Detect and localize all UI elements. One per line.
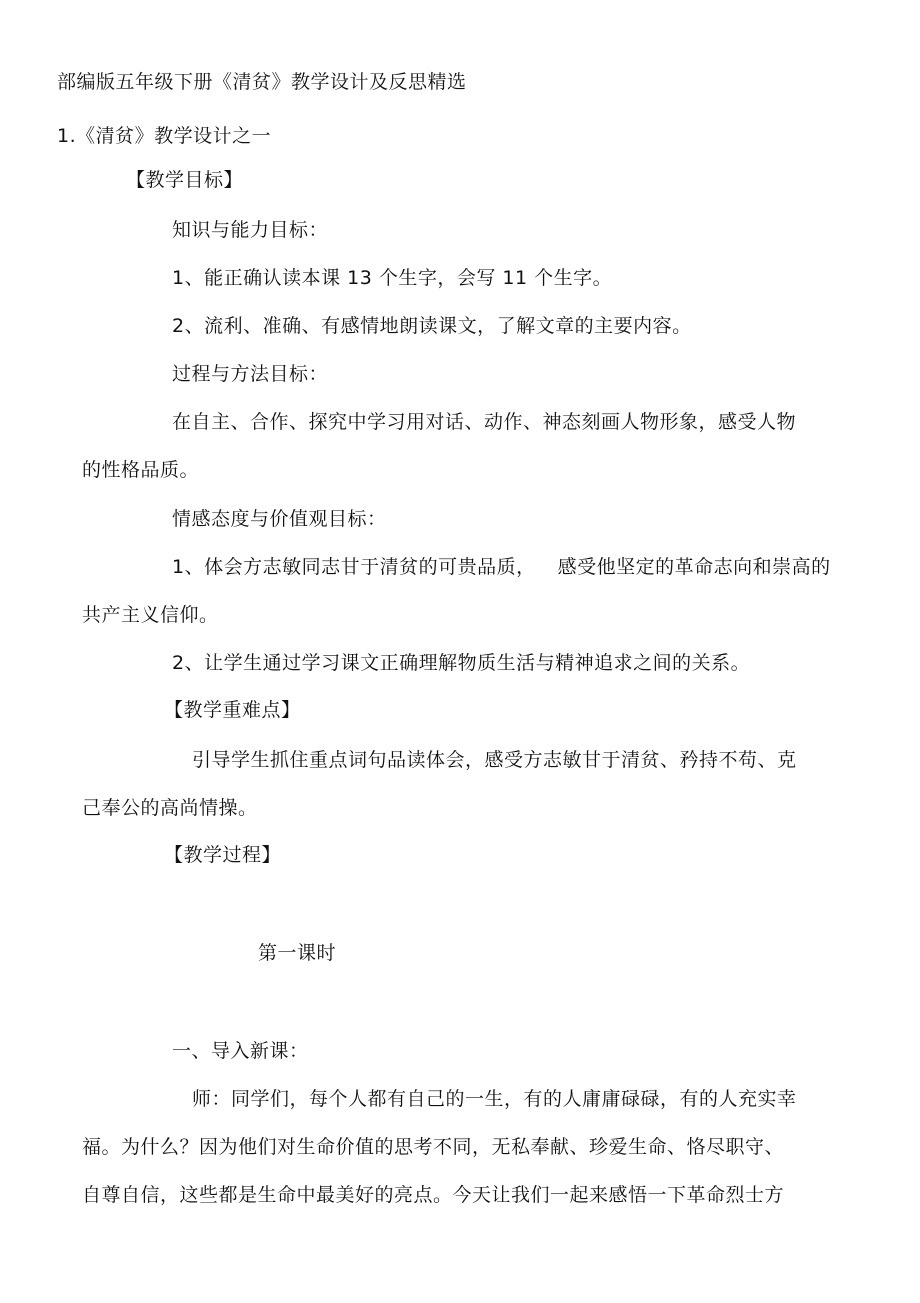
step-heading: 一、导入新课： <box>172 1040 309 1062</box>
paragraph-line: 的性格品质。 <box>82 459 200 481</box>
paragraph-line: 己奉公的高尚情操。 <box>82 797 258 819</box>
paragraph-line: 自尊自信，这些都是生命中最美好的亮点。今天让我们一起来感悟一下革命烈士方 <box>82 1184 785 1206</box>
goals-heading: 【教学目标】 <box>126 169 244 191</box>
emotion-item <box>172 555 831 579</box>
process-heading: 过程与方法目标： <box>172 363 329 385</box>
paragraph-line: 共产主义信仰。 <box>82 604 219 626</box>
paragraph-line: 引导学生抓住重点词句品读体会，感受方志敏甘于清贫、矜持不苟、克 <box>192 749 797 771</box>
paragraph-line: 师：同学们，每个人都有自己的一生，有的人庸庸碌碌，有的人充实幸 <box>192 1088 797 1110</box>
knowledge-item: 1、能正确认读本课 13 个生字，会写 11 个生字。 <box>172 267 613 289</box>
emotion-item-part: 1、体会方志敏同志甘于清贫的可贵品质， <box>172 556 536 578</box>
process-steps-heading: 【教学过程】 <box>164 844 282 866</box>
lesson-heading: 第一课时 <box>258 942 337 964</box>
paragraph-line: 福。为什么？因为他们对生命价值的思考不同，无私奉献、珍爱生命、恪尽职守、 <box>82 1136 785 1158</box>
emotion-item-part: 感受他坚定的革命志向和崇高的 <box>557 556 831 578</box>
key-points-heading: 【教学重难点】 <box>164 699 301 721</box>
document-title: 部编版五年级下册《清贫》教学设计及反思精选 <box>57 71 467 93</box>
emotion-item: 2、让学生通过学习课文正确理解物质生活与精神追求之间的关系。 <box>172 652 751 674</box>
knowledge-item: 2、流利、准确、有感情地朗读课文，了解文章的主要内容。 <box>172 315 692 337</box>
paragraph-line: 在自主、合作、探究中学习用对话、动作、神态刻画人物形象，感受人物 <box>172 411 797 433</box>
emotion-heading: 情感态度与价值观目标： <box>172 508 387 530</box>
section-heading: 1.《清贫》教学设计之一 <box>57 125 272 147</box>
knowledge-heading: 知识与能力目标： <box>172 219 329 241</box>
